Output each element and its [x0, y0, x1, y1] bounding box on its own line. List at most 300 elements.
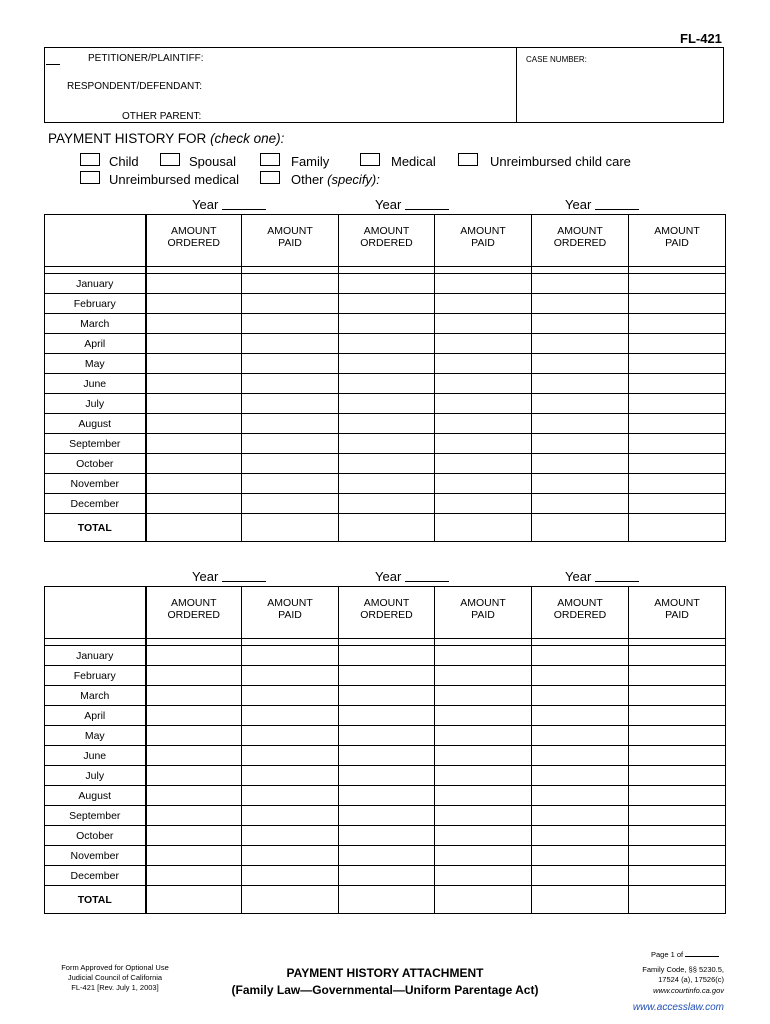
amount-ordered-cell[interactable] [532, 786, 629, 806]
year-1-blank[interactable] [222, 209, 266, 210]
amount-ordered-cell[interactable] [146, 354, 242, 374]
amount-paid-cell[interactable] [242, 434, 339, 454]
approval-line-2: Judicial Council of California [67, 973, 163, 982]
month-row [45, 686, 726, 706]
month-row [45, 314, 726, 334]
accesslaw-watermark[interactable]: www.accesslaw.com [632, 1002, 724, 1013]
child-label: Child [109, 154, 139, 169]
payment-history-hint: (check one): [210, 131, 285, 146]
month-label: July [45, 394, 146, 414]
amount-paid-cell[interactable] [629, 746, 726, 766]
amount-ordered-cell[interactable] [339, 314, 435, 334]
amount-ordered-cell[interactable] [146, 706, 242, 726]
amount-ordered-cell[interactable] [532, 274, 629, 294]
amount-ordered-cell[interactable] [532, 474, 629, 494]
amount-paid-cell[interactable] [242, 394, 339, 414]
amount-ordered-cell[interactable] [339, 726, 435, 746]
amount-paid-cell[interactable] [435, 706, 532, 726]
spacer-cell [532, 267, 629, 274]
amount-paid-cell[interactable] [435, 646, 532, 666]
amount-paid-cell[interactable] [242, 686, 339, 706]
column-heading-word: ORDERED [167, 237, 220, 249]
amount-ordered-cell[interactable] [146, 666, 242, 686]
amount-paid-cell[interactable] [435, 846, 532, 866]
amount-ordered-cell[interactable] [339, 454, 435, 474]
amount-paid-cell[interactable] [629, 374, 726, 394]
amount-paid-cell[interactable] [242, 354, 339, 374]
year-text: Year [192, 569, 219, 584]
month-row [45, 414, 726, 434]
amount-paid-cell[interactable] [242, 786, 339, 806]
amount-ordered-cell[interactable] [339, 886, 435, 914]
amount-ordered-cell[interactable] [339, 294, 435, 314]
amount-ordered-cell[interactable] [146, 806, 242, 826]
other-checkbox[interactable] [260, 171, 280, 184]
year-text: Year [375, 197, 402, 212]
amount-ordered-cell[interactable] [532, 494, 629, 514]
amount-paid-cell[interactable] [435, 294, 532, 314]
amount-paid-cell[interactable] [242, 314, 339, 334]
spacer-cell [629, 267, 726, 274]
form-number: FL-421 [680, 31, 722, 46]
month-row [45, 294, 726, 314]
amount-ordered-cell[interactable] [146, 434, 242, 454]
month-row [45, 394, 726, 414]
amount-ordered-header [146, 215, 242, 267]
amount-ordered-cell[interactable] [532, 354, 629, 374]
amount-paid-cell[interactable] [629, 686, 726, 706]
amount-paid-header [242, 587, 339, 639]
amount-ordered-cell[interactable] [339, 846, 435, 866]
column-heading-word: ORDERED [360, 609, 413, 621]
year-label-4 [192, 569, 266, 584]
amount-paid-cell[interactable] [435, 274, 532, 294]
amount-paid-cell[interactable] [629, 474, 726, 494]
amount-paid-cell[interactable] [242, 766, 339, 786]
month-label: February [45, 294, 146, 314]
amount-ordered-header [532, 215, 629, 267]
form-title-line-1: PAYMENT HISTORY ATTACHMENT [286, 966, 484, 980]
spacer-cell [435, 267, 532, 274]
column-heading-word: AMOUNT [363, 597, 410, 609]
year-text: Year [565, 197, 592, 212]
code-citation [600, 965, 724, 985]
amount-paid-cell[interactable] [435, 866, 532, 886]
year-4-blank[interactable] [222, 581, 266, 582]
amount-paid-cell[interactable] [242, 646, 339, 666]
month-label: September [45, 434, 146, 454]
unreimbursed-medical-label: Unreimbursed medical [109, 172, 240, 187]
amount-paid-cell[interactable] [629, 646, 726, 666]
year-text: Year [375, 569, 402, 584]
month-row [45, 334, 726, 354]
column-heading-word: AMOUNT [654, 225, 700, 237]
amount-paid-cell[interactable] [629, 294, 726, 314]
respondent-label: RESPONDENT/DEFENDANT: [67, 81, 203, 92]
amount-ordered-cell[interactable] [532, 866, 629, 886]
amount-ordered-cell[interactable] [146, 786, 242, 806]
amount-ordered-cell[interactable] [339, 514, 435, 542]
month-row [45, 666, 726, 686]
month-row [45, 806, 726, 826]
amount-paid-cell[interactable] [242, 866, 339, 886]
amount-paid-cell[interactable] [629, 334, 726, 354]
total-label: TOTAL [45, 514, 146, 542]
amount-paid-cell[interactable] [242, 514, 339, 542]
spousal-checkbox[interactable] [160, 153, 180, 166]
citation-line-1: Family Code, §§ 5230.5, [642, 965, 724, 974]
amount-ordered-cell[interactable] [146, 826, 242, 846]
amount-ordered-cell[interactable] [146, 686, 242, 706]
amount-paid-cell[interactable] [629, 434, 726, 454]
amount-ordered-cell[interactable] [146, 514, 242, 542]
amount-ordered-cell[interactable] [146, 294, 242, 314]
column-heading [532, 597, 628, 621]
amount-ordered-cell[interactable] [532, 646, 629, 666]
amount-paid-cell[interactable] [435, 374, 532, 394]
case-number-label: CASE NUMBER: [526, 55, 587, 64]
amount-ordered-cell[interactable] [339, 646, 435, 666]
amount-ordered-cell[interactable] [146, 414, 242, 434]
amount-paid-cell[interactable] [435, 334, 532, 354]
year-text: Year [565, 569, 592, 584]
amount-paid-cell[interactable] [242, 294, 339, 314]
amount-paid-cell[interactable] [242, 886, 339, 914]
amount-paid-cell[interactable] [435, 726, 532, 746]
column-heading-word: ORDERED [167, 609, 220, 621]
amount-ordered-cell[interactable] [339, 826, 435, 846]
amount-paid-cell[interactable] [242, 414, 339, 434]
amount-ordered-cell[interactable] [146, 474, 242, 494]
month-row [45, 454, 726, 474]
amount-paid-cell[interactable] [629, 786, 726, 806]
payment-history-label: PAYMENT HISTORY FOR [48, 131, 207, 146]
amount-paid-cell[interactable] [242, 334, 339, 354]
amount-paid-cell[interactable] [435, 434, 532, 454]
column-heading-word: AMOUNT [557, 225, 603, 237]
spacer-cell [339, 267, 435, 274]
month-row [45, 746, 726, 766]
month-row [45, 846, 726, 866]
column-heading [147, 225, 242, 249]
month-row [45, 434, 726, 454]
month-label: June [45, 746, 146, 766]
amount-ordered-cell[interactable] [339, 766, 435, 786]
amount-paid-cell[interactable] [242, 706, 339, 726]
amount-paid-cell[interactable] [242, 826, 339, 846]
column-heading-word: AMOUNT [460, 225, 506, 237]
column-heading-word: AMOUNT [460, 597, 506, 609]
family-checkbox[interactable] [260, 153, 280, 166]
amount-paid-cell[interactable] [435, 454, 532, 474]
month-label: March [45, 314, 146, 334]
child-checkbox[interactable] [80, 153, 100, 166]
amount-paid-cell[interactable] [629, 766, 726, 786]
amount-paid-cell[interactable] [629, 414, 726, 434]
amount-paid-cell[interactable] [435, 746, 532, 766]
form-title-line-2: (Family Law—Governmental—Uniform Parentage Act) [231, 983, 539, 997]
amount-ordered-cell[interactable] [339, 274, 435, 294]
column-heading-word: AMOUNT [267, 597, 313, 609]
spacer-cell [435, 639, 532, 646]
amount-paid-cell[interactable] [242, 274, 339, 294]
other-label [291, 172, 380, 187]
month-label: August [45, 414, 146, 434]
year-label-1 [192, 197, 266, 212]
amount-ordered-cell[interactable] [146, 274, 242, 294]
amount-ordered-cell[interactable] [532, 414, 629, 434]
amount-ordered-header [339, 587, 435, 639]
amount-ordered-cell[interactable] [532, 886, 629, 914]
amount-paid-cell[interactable] [435, 666, 532, 686]
amount-paid-cell[interactable] [629, 394, 726, 414]
total-label: TOTAL [45, 886, 146, 914]
citation-line-2: 17524 (a), 17526(c) [658, 975, 724, 984]
amount-ordered-cell[interactable] [339, 666, 435, 686]
month-label: February [45, 666, 146, 686]
amount-ordered-cell[interactable] [146, 766, 242, 786]
spacer-cell [242, 267, 339, 274]
column-heading [147, 597, 242, 621]
payment-table-2 [44, 586, 726, 914]
amount-ordered-cell[interactable] [532, 726, 629, 746]
month-row [45, 274, 726, 294]
amount-ordered-cell[interactable] [146, 314, 242, 334]
amount-ordered-cell[interactable] [339, 866, 435, 886]
column-heading [629, 597, 725, 621]
column-heading-word: PAID [278, 237, 302, 249]
column-heading-word: ORDERED [553, 237, 607, 249]
column-heading [435, 597, 531, 621]
amount-ordered-cell[interactable] [532, 686, 629, 706]
month-label: October [45, 826, 146, 846]
year-text: Year [192, 197, 219, 212]
other-text: Other [291, 172, 324, 187]
amount-paid-cell[interactable] [629, 494, 726, 514]
amount-paid-cell[interactable] [435, 354, 532, 374]
amount-ordered-cell[interactable] [146, 866, 242, 886]
amount-ordered-cell[interactable] [146, 374, 242, 394]
month-label: July [45, 766, 146, 786]
column-heading-word: AMOUNT [171, 225, 217, 237]
amount-paid-cell[interactable] [629, 726, 726, 746]
spacer-cell [242, 639, 339, 646]
amount-paid-header [435, 587, 532, 639]
amount-paid-cell[interactable] [435, 494, 532, 514]
year-label-3 [565, 197, 639, 212]
amount-paid-cell[interactable] [435, 514, 532, 542]
amount-ordered-cell[interactable] [146, 334, 242, 354]
amount-ordered-cell[interactable] [146, 646, 242, 666]
amount-paid-cell[interactable] [629, 886, 726, 914]
month-header-cell [45, 587, 146, 639]
family-label: Family [291, 154, 330, 169]
amount-ordered-cell[interactable] [532, 766, 629, 786]
total-row [45, 514, 726, 542]
month-label: April [45, 706, 146, 726]
column-heading [629, 225, 725, 249]
amount-paid-cell[interactable] [629, 274, 726, 294]
other-hint: (specify): [327, 172, 380, 187]
amount-ordered-cell[interactable] [532, 434, 629, 454]
amount-paid-cell[interactable] [242, 846, 339, 866]
month-row [45, 494, 726, 514]
amount-ordered-cell[interactable] [532, 374, 629, 394]
amount-paid-cell[interactable] [435, 314, 532, 334]
amount-ordered-cell[interactable] [146, 394, 242, 414]
spacer-cell [45, 267, 146, 274]
month-label: August [45, 786, 146, 806]
amount-paid-header [435, 215, 532, 267]
unreimbursed-child-care-label: Unreimbursed child care [490, 154, 631, 169]
amount-ordered-cell[interactable] [339, 474, 435, 494]
amount-paid-cell[interactable] [242, 454, 339, 474]
spacer-cell [146, 267, 242, 274]
amount-paid-cell[interactable] [629, 666, 726, 686]
amount-paid-header [629, 587, 726, 639]
amount-ordered-cell[interactable] [339, 414, 435, 434]
column-heading [435, 225, 531, 249]
amount-paid-cell[interactable] [629, 826, 726, 846]
amount-paid-cell[interactable] [242, 474, 339, 494]
month-label: April [45, 334, 146, 354]
amount-ordered-cell[interactable] [339, 374, 435, 394]
unreimbursed-child-care-checkbox[interactable] [458, 153, 478, 166]
month-row [45, 646, 726, 666]
amount-ordered-cell[interactable] [339, 334, 435, 354]
amount-paid-header [629, 215, 726, 267]
spacer-cell [339, 639, 435, 646]
amount-paid-cell[interactable] [242, 806, 339, 826]
amount-paid-cell[interactable] [435, 394, 532, 414]
year-6-blank[interactable] [595, 581, 639, 582]
column-heading-word: AMOUNT [363, 225, 410, 237]
month-label: December [45, 866, 146, 886]
year-3-blank[interactable] [595, 209, 639, 210]
amount-paid-cell[interactable] [629, 846, 726, 866]
amount-paid-cell[interactable] [629, 706, 726, 726]
amount-ordered-cell[interactable] [532, 394, 629, 414]
amount-ordered-cell[interactable] [532, 334, 629, 354]
amount-ordered-header [532, 587, 629, 639]
month-label: May [45, 726, 146, 746]
year-label-5 [375, 569, 449, 584]
amount-paid-cell[interactable] [435, 806, 532, 826]
month-label: March [45, 686, 146, 706]
column-heading-word: ORDERED [553, 609, 607, 621]
amount-paid-cell[interactable] [242, 374, 339, 394]
amount-paid-cell[interactable] [435, 414, 532, 434]
medical-checkbox[interactable] [360, 153, 380, 166]
column-heading [242, 597, 338, 621]
month-label: May [45, 354, 146, 374]
column-heading [242, 225, 338, 249]
amount-paid-cell[interactable] [629, 866, 726, 886]
caption-divider [516, 47, 517, 123]
amount-ordered-cell[interactable] [339, 354, 435, 374]
amount-paid-cell[interactable] [242, 666, 339, 686]
year-2-blank[interactable] [405, 209, 449, 210]
month-row [45, 374, 726, 394]
amount-ordered-cell[interactable] [532, 294, 629, 314]
column-heading-word: AMOUNT [267, 225, 313, 237]
amount-ordered-cell[interactable] [532, 454, 629, 474]
column-heading-word: PAID [471, 609, 495, 621]
month-row [45, 474, 726, 494]
year-label-2 [375, 197, 449, 212]
amount-paid-cell[interactable] [435, 886, 532, 914]
column-heading-word: PAID [278, 609, 302, 621]
amount-paid-cell[interactable] [435, 474, 532, 494]
amount-ordered-cell[interactable] [532, 314, 629, 334]
amount-paid-cell[interactable] [629, 514, 726, 542]
amount-ordered-cell[interactable] [532, 846, 629, 866]
amount-ordered-cell[interactable] [339, 434, 435, 454]
column-heading-word: PAID [665, 237, 689, 249]
amount-ordered-cell[interactable] [532, 514, 629, 542]
month-label: January [45, 646, 146, 666]
month-row [45, 354, 726, 374]
amount-ordered-cell[interactable] [146, 494, 242, 514]
amount-paid-cell[interactable] [435, 786, 532, 806]
unreimbursed-medical-checkbox[interactable] [80, 171, 100, 184]
amount-ordered-cell[interactable] [146, 846, 242, 866]
spacer-cell [146, 639, 242, 646]
amount-paid-cell[interactable] [629, 454, 726, 474]
amount-paid-cell[interactable] [435, 826, 532, 846]
amount-paid-cell[interactable] [629, 314, 726, 334]
payment-history-heading [48, 131, 284, 146]
amount-ordered-cell[interactable] [532, 746, 629, 766]
amount-ordered-cell[interactable] [532, 806, 629, 826]
amount-ordered-cell[interactable] [146, 746, 242, 766]
amount-ordered-cell[interactable] [339, 686, 435, 706]
year-5-blank[interactable] [405, 581, 449, 582]
amount-ordered-cell[interactable] [339, 494, 435, 514]
amount-ordered-cell[interactable] [339, 806, 435, 826]
column-heading-word: AMOUNT [171, 597, 217, 609]
other-parent-label: OTHER PARENT: [122, 111, 202, 122]
amount-ordered-cell[interactable] [339, 706, 435, 726]
amount-ordered-cell[interactable] [532, 826, 629, 846]
page-number [651, 950, 719, 959]
amount-ordered-cell[interactable] [146, 454, 242, 474]
month-label: October [45, 454, 146, 474]
amount-ordered-cell[interactable] [339, 746, 435, 766]
amount-paid-cell[interactable] [629, 806, 726, 826]
amount-ordered-cell[interactable] [532, 666, 629, 686]
column-heading-word: AMOUNT [654, 597, 700, 609]
amount-ordered-cell[interactable] [146, 886, 242, 914]
amount-paid-cell[interactable] [629, 354, 726, 374]
month-row [45, 726, 726, 746]
amount-ordered-cell[interactable] [339, 394, 435, 414]
amount-paid-cell[interactable] [242, 726, 339, 746]
amount-paid-cell[interactable] [435, 686, 532, 706]
amount-paid-cell[interactable] [435, 766, 532, 786]
month-label: June [45, 374, 146, 394]
amount-ordered-cell[interactable] [146, 726, 242, 746]
amount-paid-cell[interactable] [242, 746, 339, 766]
medical-label: Medical [391, 154, 436, 169]
payment-table-1 [44, 214, 726, 542]
month-row [45, 866, 726, 886]
amount-ordered-cell[interactable] [532, 706, 629, 726]
total-row [45, 886, 726, 914]
page-label: Page 1 of [651, 950, 684, 959]
amount-paid-cell[interactable] [242, 494, 339, 514]
amount-ordered-cell[interactable] [339, 786, 435, 806]
